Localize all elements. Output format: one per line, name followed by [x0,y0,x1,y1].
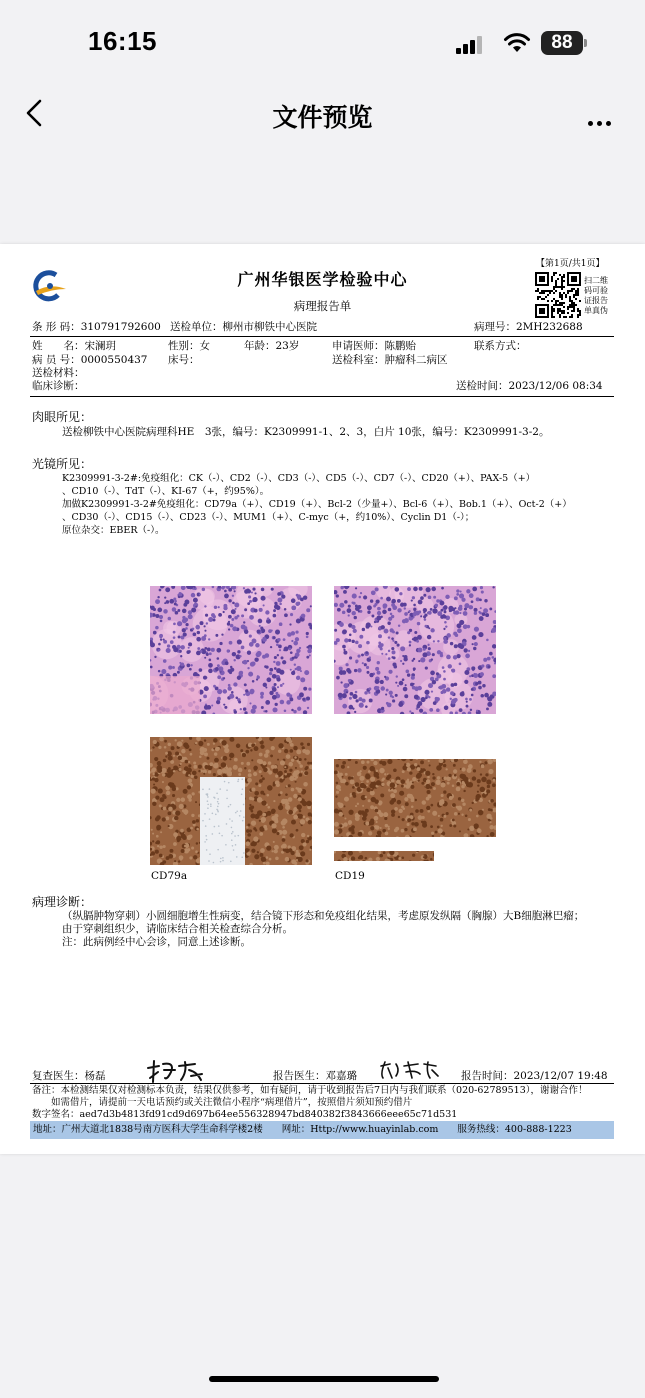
cellular-signal-icon [456,35,484,54]
patient-gender: 性别：女 [168,340,210,352]
more-icon [588,121,593,126]
note-line: 备注：本检测结果仅对检测标本负责，结果仅供参考，如有疑问，请于收到报告后7日内与我们联系（020-62789513），谢谢合作！ [32,1085,588,1096]
gross-text: 送检柳铁中心医院病理科HE 3张，编号：K2309991-1、2、3，白片 10张，编号：K2309991-3-2。 [62,426,550,438]
battery-icon: 88 [541,31,583,55]
bed-number: 床号： [168,354,200,366]
clinical-diagnosis-label: 临床诊断： [32,380,85,392]
diagnosis-line: 由于穿刺组织少，请临床结合相关检查综合分析。 [62,923,293,935]
page-indicator: 【第1页/共1页】 [536,259,605,269]
page-title: 文件预览 [272,103,373,132]
battery-cap [584,39,587,47]
sender-unit: 送检单位：柳州市柳铁中心医院 [170,321,317,333]
diagnosis-title: 病理诊断： [32,895,93,909]
document-page[interactable] [0,244,645,1154]
report-time: 报告时间：2023/12/07 19:48 [461,1070,608,1082]
divider [30,1083,614,1084]
send-time: 送检时间：2023/12/06 08:34 [456,380,603,392]
home-indicator[interactable] [209,1376,439,1382]
org-name: 广州华银医学检验中心 [237,270,408,289]
pathology-number: 病理号：2MH232688 [474,321,583,333]
diagnosis-line: 注：此病例经中心会诊，同意上述诊断。 [62,936,251,948]
requesting-doctor: 申请医师：陈鹏贻 [332,340,416,352]
he-micrograph-1[interactable] [150,586,312,714]
contact: 联系方式： [474,340,527,352]
more-button[interactable] [588,111,615,130]
reviewer: 复查医生：杨磊 [32,1070,106,1082]
image-caption-cd19: CD19 [335,870,365,882]
barcode-row: 条 形 码：310791792600 [32,321,161,333]
address-line[interactable]: 地址：广州大道北1838号南方医科大学生命科学楼2楼 网址：Http://www.huayinlab.com 服务热线：400-888-1223 [33,1124,572,1135]
wifi-icon [503,32,531,58]
cd79a-micrograph[interactable] [150,737,312,865]
image-caption-cd79a: CD79a [151,870,188,882]
report-doctor-signature [378,1060,440,1082]
department: 送检科室：肿瘤科二病区 [332,354,448,366]
micro-title: 光镜所见： [32,457,93,471]
report-title: 病理报告单 [293,299,352,313]
status-time: 16:15 [88,26,157,56]
reviewer-signature [145,1058,205,1084]
note-line: 如需借片，请提前一天电话预约或关注微信小程序“病理借片”，按照借片须知预约借片 [32,1097,413,1108]
qr-note-line: 证报告 [584,296,608,305]
micro-line: 、CD10（-）、TdT（-）、KI-67（+，约95%）。 [62,486,270,497]
report-doctor: 报告医生：邓嘉璐 [273,1070,357,1082]
diagnosis-line: （纵膈肿物穿刺）小圆细胞增生性病变，结合镜下形态和免疫组化结果，考虑原发纵隔（胸腺）大B细胞淋巴瘤； [62,910,585,922]
qr-note [584,276,608,316]
gross-title: 肉眼所见： [32,410,93,424]
barcode-value: 310791792600 [80,321,161,333]
patient-age: 年龄：23岁 [244,340,300,352]
divider [30,396,614,397]
divider [30,336,614,337]
patient-name: 姓 名：宋澜玥 [32,340,116,352]
digital-signature: 数字签名：aed7d3b4813fd91cd9d697b64ee556328947bd840382f3843666eee65c71d531 [32,1109,458,1120]
micro-line: 、CD30（-）、CD15（-）、CD23（-）、MUM1（+）、C-myc（+，约10%）、Cyclin D1（-）； [62,512,475,523]
cd19-micrograph[interactable] [334,737,496,865]
qr-note-line: 码可验 [584,286,608,295]
qr-code[interactable] [535,272,581,322]
micro-line: K2309991-3-2#:免疫组化：CK（-）、CD2（-）、CD3（-）、CD5（-）、CD7（-）、CD20（+）、PAX-5（+） [62,473,536,484]
micro-line: 原位杂交：EBER（-）。 [62,525,165,536]
qr-note-line: 扫二维 [584,276,608,285]
micro-line: 加做K2309991-3-2#免疫组化：CD79a（+）、CD19（+）、Bcl-2（少量+）、Bcl-6（+）、Bob.1（+）、Oct-2（+） [62,499,572,510]
qr-note-line: 单真伪 [584,306,608,315]
material-label: 送检材料： [32,367,85,379]
patient-number: 病 员 号：0000550437 [32,354,148,366]
he-micrograph-2[interactable] [334,586,496,714]
